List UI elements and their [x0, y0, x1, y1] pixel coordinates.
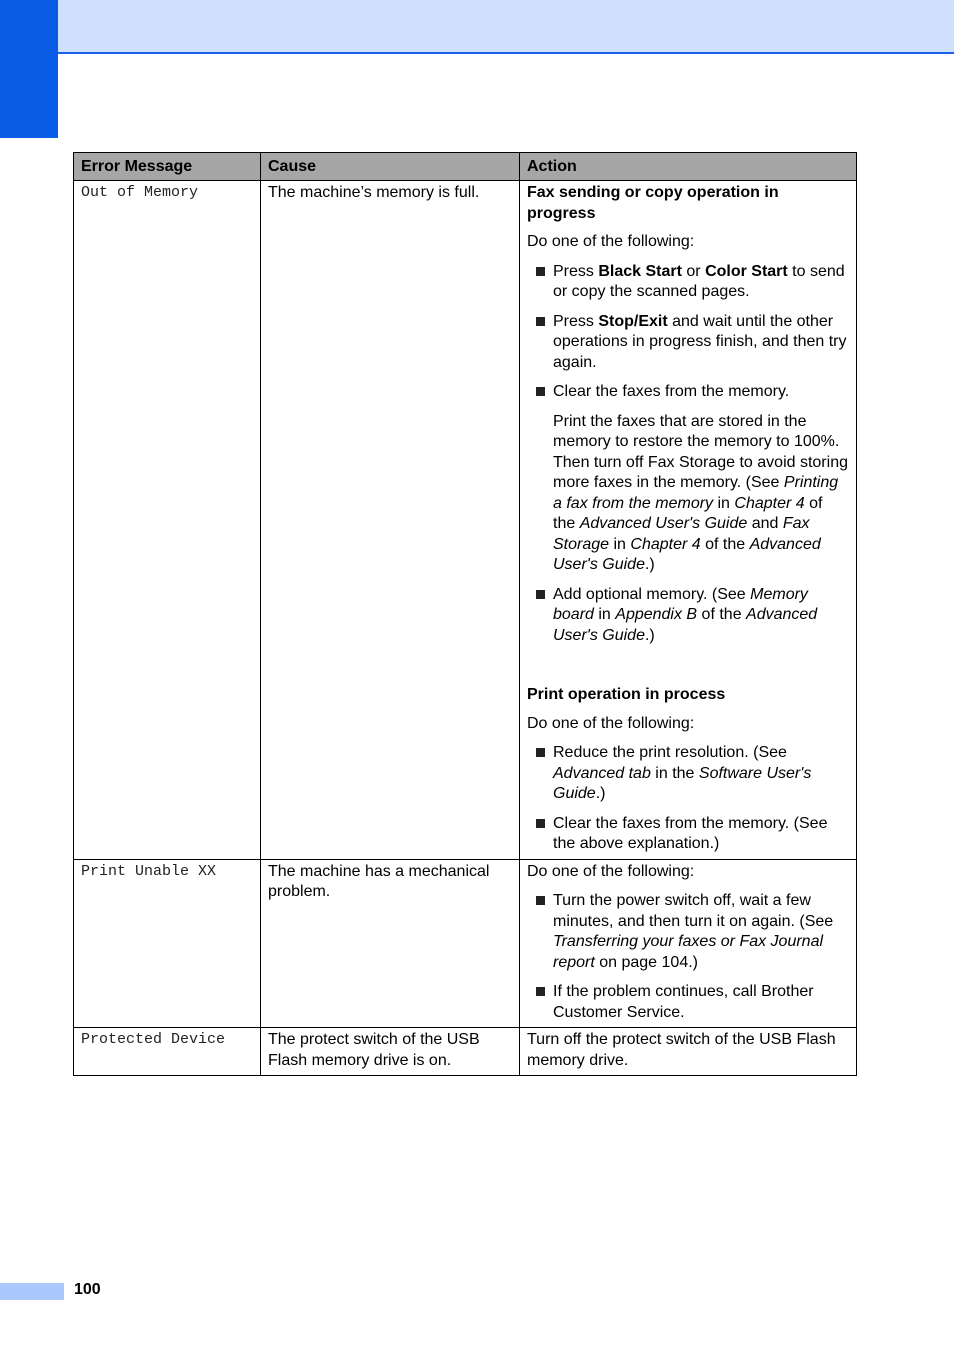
action-cell: Turn off the protect switch of the USB Flash memory drive.: [520, 1028, 857, 1076]
action-list: [527, 585, 849, 647]
section-title: Print operation in process: [527, 686, 726, 703]
footer-bar: [0, 1283, 64, 1300]
bullet-square-icon: [536, 748, 545, 757]
list-item-text: Turn the power switch off, wait a few minutes, and then turn it on again. (See Transferring your faxes or Fax Journal report on page 104.): [553, 892, 834, 971]
bullet-square-icon: [536, 987, 545, 996]
error-message-cell: Protected Device: [74, 1028, 261, 1076]
bullet-square-icon: [536, 590, 545, 599]
action-cell: [520, 181, 857, 860]
list-item-text: Add optional memory. (See Memory board in Appendix B of the Advanced User's Guide.): [553, 585, 818, 644]
list-item: [527, 814, 849, 855]
action-cell: [520, 859, 857, 1028]
list-item: [527, 262, 849, 303]
section-title: Fax sending or copy operation in progress: [527, 184, 779, 222]
list-item-text: Clear the faxes from the memory. (See the above explanation.): [553, 814, 828, 852]
lead-text: Do one of the following:: [527, 714, 695, 732]
action-list: [527, 743, 849, 855]
table-row: [74, 1028, 857, 1076]
error-table: [73, 152, 857, 1076]
header-band: [0, 0, 954, 54]
bullet-square-icon: [536, 819, 545, 828]
list-item: [527, 743, 849, 805]
error-message-cell: Print Unable XX: [74, 859, 261, 1028]
list-item: [527, 982, 849, 1023]
lead-text: Do one of the following:: [527, 233, 695, 250]
list-item: [527, 585, 849, 647]
lead-text: Do one of the following:: [527, 862, 695, 880]
sub-paragraph: Print the faxes that are stored in the memory to restore the memory to 100%. Then turn off Fax Storage to avoid storing more faxes in the memory. (See Printing a fax from the memory in Chapter 4 of the Advanced User's Guide and Fax Storage in Chapter 4 of the Advanced User's Guide.): [553, 412, 848, 573]
table-row: [74, 859, 857, 1028]
list-item-text: Clear the faxes from the memory.: [553, 383, 790, 400]
table-header-row: [74, 153, 857, 181]
column-header: Error Message: [74, 153, 261, 181]
list-item: [527, 312, 849, 374]
cause-cell: The protect switch of the USB Flash memory drive is on.: [261, 1028, 520, 1076]
bullet-square-icon: [536, 896, 545, 905]
bullet-square-icon: [536, 387, 545, 396]
list-item: [527, 891, 849, 973]
cause-cell: The machine’s memory is full.: [261, 181, 520, 860]
bullet-square-icon: [536, 267, 545, 276]
action-list: [527, 891, 849, 1023]
chapter-tab: [0, 0, 58, 138]
list-item-text: If the problem continues, call Brother Customer Service.: [553, 983, 814, 1021]
table-row: [74, 181, 857, 860]
column-header: Cause: [261, 153, 520, 181]
action-list: [527, 262, 849, 403]
list-item-text: Press Stop/Exit and wait until the other operations in progress finish, and then try again.: [553, 312, 847, 371]
bullet-square-icon: [536, 317, 545, 326]
list-item: [527, 382, 849, 403]
list-item-text: Reduce the print resolution. (See Advanced tab in the Software User's Guide.): [553, 744, 812, 802]
column-header: Action: [520, 153, 857, 181]
error-message-cell: Out of Memory: [74, 181, 261, 860]
cause-cell: The machine has a mechanical problem.: [261, 859, 520, 1028]
page-number: 100: [74, 1281, 101, 1298]
list-item-text: Press Black Start or Color Start to send or copy the scanned pages.: [553, 262, 845, 300]
